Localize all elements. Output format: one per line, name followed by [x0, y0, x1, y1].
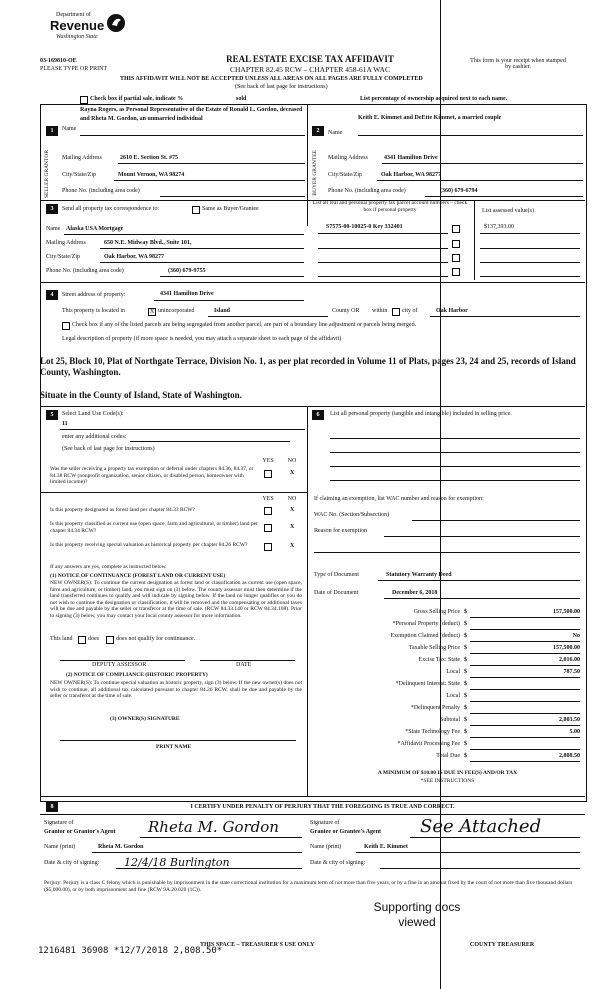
segregation-checkbox[interactable]: [62, 322, 70, 330]
sold-label: sold: [236, 96, 247, 102]
land-use-label: Select Land Use Code(s):: [62, 411, 124, 417]
seller-phone-label: Phone No. (including area code): [62, 188, 140, 194]
grantee-print-label: Name (print): [310, 844, 342, 850]
fee-line-value: 157,500.00: [553, 609, 580, 615]
grantee-sig-label2: Grantee or Grantee's Agent: [310, 829, 382, 835]
fee-line-currency: $: [464, 609, 467, 615]
grantor-date-label: Date & city of signing:: [44, 860, 100, 866]
fee-line-value: 5.00: [569, 729, 580, 735]
receipt-note: This form is your receipt when stamped by cashier.: [470, 58, 566, 70]
date-label: DATE: [236, 662, 252, 668]
fee-line-currency: $: [464, 645, 467, 651]
does-label: does: [88, 636, 99, 642]
parcel-personal-checkbox-2[interactable]: [452, 240, 460, 248]
revenue-logo: [48, 12, 128, 52]
fee-line-value: 2,016.00: [559, 657, 580, 663]
seller-side-label: SELLER GRANTOR: [44, 150, 50, 199]
form-chapter: CHAPTER 82.45 RCW – CHAPTER 458-61A WAC: [230, 65, 390, 74]
fee-line-currency: $: [464, 717, 467, 723]
payment-stamp: 1216481 36908 *12/7/2018 2,808.50*: [38, 946, 223, 956]
exemption-question: Was the seller receiving a property tax exemption or deferral under chapters 84.36, 84.37, or 84.38 RCW (nonprofit organization, senior citizen, or disabled person, homeowner with limited income)?: [50, 466, 254, 485]
fee-line-rule: [470, 725, 580, 726]
see-back-note: (See back of last page for instructions): [235, 84, 328, 90]
revenue-wordmark: Revenue: [50, 18, 105, 33]
exemption-no-mark: X: [290, 470, 295, 476]
section-4-badge: 4: [46, 290, 58, 300]
current-use-yes-checkbox[interactable]: [264, 524, 272, 532]
form-title: REAL ESTATE EXCISE TAX AFFIDAVIT: [226, 54, 394, 64]
fee-line-label: Exemption Claimed (deduct): [390, 633, 460, 639]
fee-line-value: 787.50: [563, 669, 580, 675]
grantor-date-city: 12/4/18 Burlington: [124, 856, 230, 869]
section-8-badge: 8: [46, 802, 58, 812]
fee-line-value: 2,808.50: [559, 753, 580, 759]
fee-line-label: Excise Tax: State: [418, 657, 460, 663]
current-use-question: Is this property classified as current use (open space, farm and agricultural, or timber) land per chapter 84.34 RCW?: [50, 521, 258, 534]
fee-line-label: *Delinquent Penalty: [410, 705, 460, 711]
within-label: within: [372, 308, 388, 314]
fee-line-rule: [470, 737, 580, 738]
parcel-personal-checkbox-1[interactable]: [452, 225, 460, 233]
within-city-checkbox[interactable]: [392, 308, 400, 316]
fee-line-rule: [470, 629, 580, 630]
fee-line-currency: $: [464, 669, 467, 675]
fee-line-rule: [470, 617, 580, 618]
fee-line-label: Taxable Selling Price: [408, 645, 460, 651]
fee-line-label: Gross Selling Price: [413, 609, 460, 615]
center-divider: [307, 104, 308, 226]
see-instructions-note: *SEE INSTRUCTIONS: [420, 778, 475, 784]
deputy-assessor-label: DEPUTY ASSESSOR: [92, 662, 147, 668]
no-header-1: NO: [287, 458, 297, 464]
fee-line-label: Local: [446, 669, 460, 675]
tax-city-label: City/State/Zip: [46, 254, 80, 260]
fee-line-label: Subtotal: [439, 717, 460, 723]
fee-line-rule: [470, 689, 580, 690]
fee-line-currency: $: [464, 729, 467, 735]
buyer-name: Keith E. Kimmet and DeEtte Kimmet, a married couple: [358, 115, 502, 121]
treasurer-use-label: THIS SPACE – TREASURER'S USE ONLY: [200, 942, 315, 948]
fee-line-rule: [470, 665, 580, 666]
does-qualify-checkbox[interactable]: [78, 636, 86, 644]
parcel-personal-checkbox-3[interactable]: [452, 254, 460, 262]
fee-line-currency: $: [464, 705, 467, 711]
land-use-code: 11: [62, 421, 68, 427]
land-does-label: This land: [50, 636, 73, 642]
buyer-phone-label: Phone No. (including area code): [328, 188, 406, 194]
section-5-badge: 5: [46, 410, 58, 420]
buyer-side-label: BUYER GRANTEE: [312, 150, 318, 196]
grantor-print-label: Name (print): [44, 844, 76, 850]
grantee-signature: See Attached: [420, 816, 542, 837]
section-2-badge: 2: [312, 126, 324, 136]
located-label: This property is located in: [62, 308, 125, 314]
grantee-sig-label1: Signature of: [310, 820, 340, 826]
unincorporated-checkbox[interactable]: X: [149, 309, 155, 315]
fee-line-label: *State Technology Fee: [405, 729, 460, 735]
grantee-print-name: Keith E. Kimmet: [364, 844, 408, 850]
fee-line-rule: [470, 641, 580, 642]
historic-question: Is this property receiving special valuation as historical property per chapter 84.26 RCW?: [50, 542, 248, 548]
minimum-fee-note: A MINIMUM OF $10.00 IS DUE IN FEE(S) AND/OR TAX: [377, 770, 518, 776]
certify-line: I CERTIFY UNDER PENALTY OF PERJURY THAT THE FOREGOING IS TRUE AND CORRECT.: [190, 804, 455, 810]
parcel-header: List all real and personal property tax parcel account numbers – check box if personal property: [312, 200, 468, 213]
partial-sale-checkbox[interactable]: [80, 96, 88, 104]
yes-header-2: YES: [262, 496, 274, 502]
send-correspondence-label: Send all property tax correspondence to:: [62, 206, 160, 212]
fee-line-rule: [470, 653, 580, 654]
seller-city-label: City/State/Zip: [62, 172, 96, 178]
does-not-label: does not qualify for continuance.: [116, 636, 196, 642]
exemption-wac-label: If claiming an exemption, list WAC number and reason for exemption:: [314, 496, 484, 502]
fee-line-currency: $: [464, 633, 467, 639]
fee-line-currency: $: [464, 693, 467, 699]
buyer-mailing-label: Mailing Address: [328, 155, 368, 161]
reason-label: Reason for exemption: [314, 528, 367, 534]
supporting-docs-stamp: Supporting docs viewed: [373, 900, 461, 929]
fee-line-label: *Personal Property (deduct): [392, 621, 460, 627]
notice2-body: NEW OWNER(S): To continue special valuation as historic property, sign (3) below. If the new owner(s) does not wish to continue, all additional tax calculated pursuant to chapter 84.26 RCW, shall be due and payable by the seller or transferor at the time of sale.: [50, 680, 302, 699]
seller-name: Rayna Rogers, as Personal Representative of the Estate of Ronald L. Gordon, deceased and Rheta M. Gordon, an unmarried individual: [80, 107, 303, 122]
street-label: Street address of property:: [62, 292, 126, 298]
additional-codes-label: enter any additional codes:: [62, 434, 127, 440]
legal-description: Lot 25, Block 10, Plat of Northgate Terrace, Division No. 1, as per plat recorded in Volume 11 of Plats, pages 23, 24 and 25, records of Island County, Washington.: [40, 356, 576, 377]
list-percentage-label: List percentage of ownership acquired next to each name.: [360, 96, 508, 102]
buyer-mailing: 4341 Hamilton Drive: [384, 155, 438, 161]
county-treasurer-label: COUNTY TREASURER: [470, 942, 535, 948]
fee-line-currency: $: [464, 753, 467, 759]
grantor-signature: Rheta M. Gordon: [148, 818, 279, 836]
grantor-sig-label2: Grantor or Grantor's Agent: [44, 829, 116, 835]
tax-phone-label: Phone No. (including area code): [46, 268, 124, 274]
fee-line-rule: [470, 761, 580, 762]
same-as-buyer-checkbox[interactable]: [192, 206, 200, 214]
washington-state: Washington State: [56, 34, 98, 40]
seller-mailing: 2610 E. Section St. #75: [120, 155, 179, 161]
print-name-label: PRINT NAME: [156, 744, 192, 750]
grantee-date-label: Date & city of signing:: [310, 860, 366, 866]
fee-line-currency: $: [464, 741, 467, 747]
fee-line-label: Local: [446, 693, 460, 699]
segregation-label: Check box if any of the listed parcels are being segregated from another parcel, are part of a boundary line adjustment or parcels being merged.: [72, 322, 417, 328]
if-yes-note: If any answers are yes, complete as instructed below.: [50, 564, 167, 570]
grantor-sig-label1: Signature of: [44, 820, 74, 826]
forest-no-mark: X: [290, 507, 295, 513]
fee-line-label: Total Due: [436, 753, 460, 759]
seller-city: Mount Vernon, WA 98274: [118, 172, 185, 178]
city-of-label: city of: [402, 308, 418, 314]
street-address: 4341 Hamilton Drive: [160, 291, 214, 297]
does-not-qualify-checkbox[interactable]: [106, 636, 114, 644]
tax-name-label: Name: [46, 226, 61, 232]
same-as-buyer-label: Same as Buyer/Grantee: [202, 206, 259, 212]
fax-margin-line: [440, 0, 441, 989]
seller-name-label: Name: [62, 126, 77, 132]
personal-property-label: List all personal property (tangible and intangible) included in selling price.: [330, 411, 512, 417]
yes-header-1: YES: [262, 458, 274, 464]
doc-date: December 6, 2018: [392, 590, 438, 596]
buyer-name-label: Name: [328, 130, 343, 136]
fee-line-rule: [470, 677, 580, 678]
buyer-phone: (360) 679-6794: [440, 188, 478, 194]
legal-description-label: Legal description of property (if more space is needed, you may attach a separate sheet to each page of the affidavit): [62, 336, 342, 342]
fee-line-rule: [470, 749, 580, 750]
fee-line-value: 157,500.00: [553, 645, 580, 651]
owner-signature-label: (3) OWNER(S) SIGNATURE: [110, 716, 180, 722]
fee-line-label: *Affidavit Processing Fee: [397, 741, 460, 747]
tax-mailing-label: Mailing Address: [46, 240, 86, 246]
tax-mailing: 650 N.E. Midway Blvd., Suite 101,: [104, 240, 192, 246]
fee-line-currency: $: [464, 681, 467, 687]
fee-line-label: *Delinquent Interest: State: [395, 681, 460, 687]
grantor-print-name: Rheta M. Gordon: [98, 844, 144, 850]
revenue-logo-icon: [106, 12, 126, 34]
perjury-note: Perjury: Perjury is a class C felony which is punishable by imprisonment in the state correctional institution for a maximum term of not more than five years, or by a fine in an amount fixed by the court of not more than five thousand dollars ($5,000.00), or by both imprisonment and fine (RCW 9A.20.020 (1C)).: [44, 880, 573, 893]
wac-number-label: WAC No. (Section/Subsection): [314, 512, 390, 518]
buyer-city-label: City/State/Zip: [328, 172, 362, 178]
historic-no-mark: X: [290, 543, 295, 549]
fee-line-value: 2,803.50: [559, 717, 580, 723]
see-back-5: (See back of last page for instructions): [62, 446, 155, 452]
notice1-body: NEW OWNER(S): To continue the current designation as forest land or classification as current use (open space, farm and agriculture, or timber) land, you must sign on (3) below. The county assessor must then determine if the land transferred continues to qualify and will indicate by signing below. If the land no longer qualifies or you do not wish to continue the designation or classification, it will be removed and the compensating or additional taxes will be due and payable by the seller or transferor at the time of sale. (RCW 84.33.140 or RCW 84.34.108). Prior to signing (3) below, you may contact your local county assessor for more information.: [50, 580, 302, 619]
county-or-label: County OR: [332, 308, 360, 314]
assessed-value: $137,393.00: [484, 224, 514, 230]
county-value: Island: [214, 308, 231, 314]
fee-line-rule: [470, 713, 580, 714]
fee-line-value: No: [572, 633, 580, 639]
fee-line-rule: [470, 701, 580, 702]
current-use-no-mark: X: [290, 524, 295, 530]
assessed-header: List assessed value(s): [482, 208, 534, 214]
city-value: Oak Harbor: [436, 308, 468, 314]
fee-line-currency: $: [464, 657, 467, 663]
buyer-city: Oak Harbor, WA 98277: [381, 172, 442, 178]
tax-city: Oak Harbor, WA 98277: [104, 254, 165, 260]
doc-type-label: Type of Document: [314, 572, 359, 578]
exemption-yes-checkbox[interactable]: [264, 470, 272, 478]
seller-mailing-label: Mailing Address: [62, 155, 102, 161]
section-1-badge: 1: [46, 126, 58, 136]
unincorporated-label: unincorporated: [158, 308, 195, 314]
tax-name: Alaska USA Mortgage: [66, 226, 124, 232]
warning-line: THIS AFFIDAVIT WILL NOT BE ACCEPTED UNLESS ALL AREAS ON ALL PAGES ARE FULLY COMPLETED: [120, 76, 423, 82]
type-or-print: PLEASE TYPE OR PRINT: [40, 66, 108, 72]
doc-date-label: Date of Document: [314, 590, 359, 596]
parcel-personal-checkbox-4[interactable]: [452, 268, 460, 276]
tax-phone: (360) 679-9755: [168, 268, 206, 274]
partial-sale-label: Check box if partial sale, indicate %: [90, 96, 184, 102]
lower-center-divider: [307, 406, 308, 796]
doc-type: Statutory Warranty Deed: [386, 572, 452, 578]
notice2-title: (2) NOTICE OF COMPLIANCE (HISTORIC PROPERTY): [66, 672, 208, 678]
no-header-2: NO: [287, 496, 297, 502]
fee-line-currency: $: [464, 621, 467, 627]
situate-line: Situate in the County of Island, State of Washington.: [40, 390, 242, 400]
forest-question: Is this property designated as forest land per chapter 84.33 RCW?: [50, 507, 195, 513]
form-number: 03-169810-OE: [40, 58, 77, 64]
section-6-badge: 6: [312, 410, 324, 420]
dept-of: Department of: [56, 12, 91, 18]
historic-yes-checkbox[interactable]: [264, 543, 272, 551]
section-3-badge: 3: [46, 204, 58, 214]
notice1-title: (1) NOTICE OF CONTINUANCE (FOREST LAND OR CURRENT USE): [50, 573, 226, 579]
forest-yes-checkbox[interactable]: [264, 507, 272, 515]
parcel-number: S7575-00-10025-0 Key 332401: [326, 224, 403, 230]
